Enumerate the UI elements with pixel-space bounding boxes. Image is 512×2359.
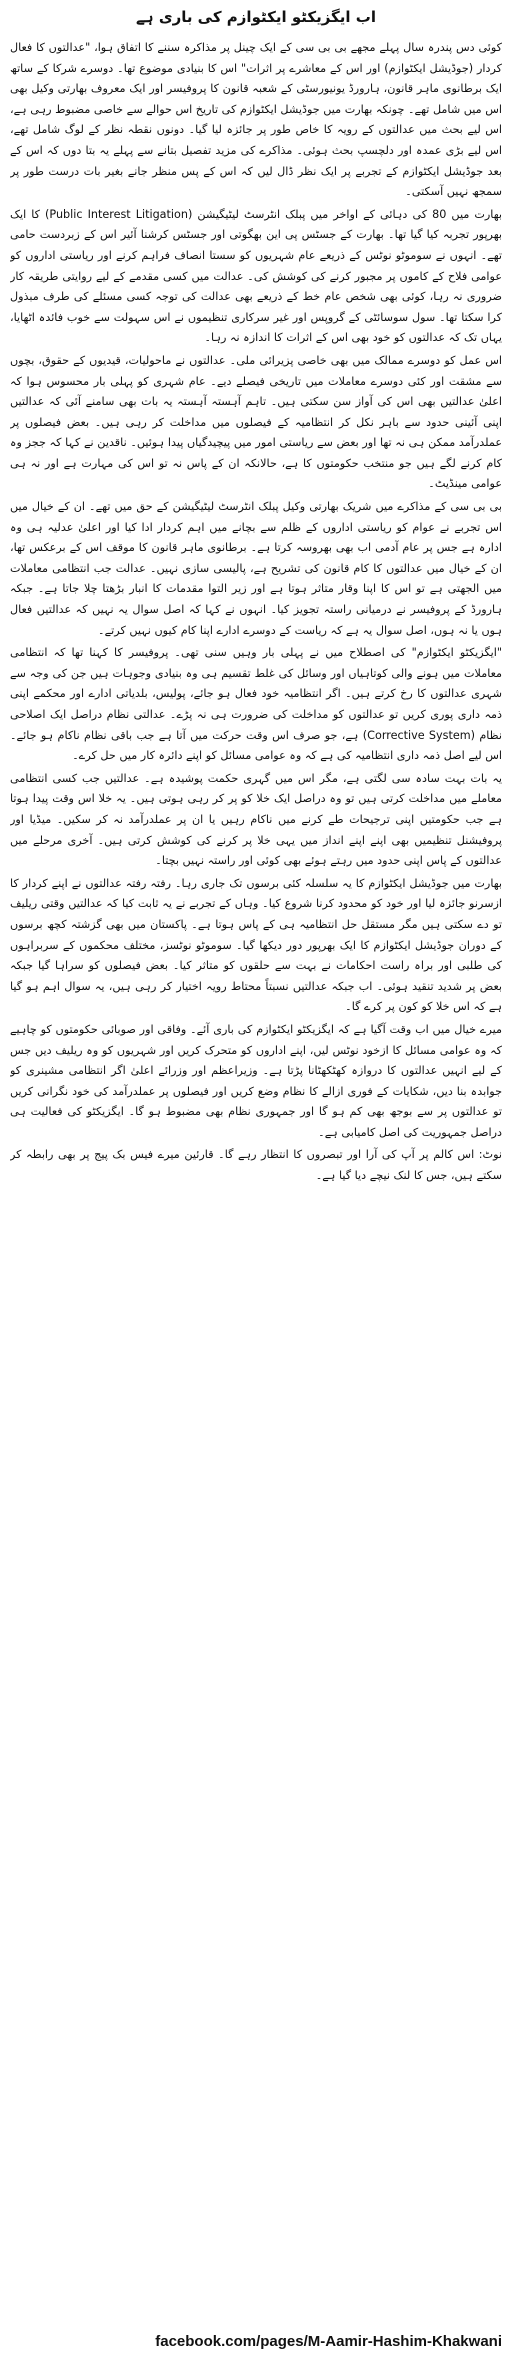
paragraph: بھارت میں جوڈیشل ایکٹوازم کا یہ سلسلہ کئی برسوں تک جاری رہا۔ رفتہ رفتہ عدالتوں نے اپنے کردار کا ازسرنو جائزہ لیا اور خود کو محدود کرنا شروع کیا۔ وہاں کے تجربے نے یہ ثابت کیا کہ عدالتیں وقتی ریلیف تو دے سکتی ہیں مگر مستقل حل انتظامیہ ہی کے پاس ہوتا ہے۔ پاکستان میں بھی گزشتہ کچھ برسوں کے دوران جوڈیشل ایکٹوازم کا ایک بھرپور دور دیکھا گیا۔ سوموٹو نوٹسز، مختلف محکموں کے سربراہوں کی طلبی اور براہ راست احکامات نے بہت سے حلقوں کو متاثر کیا۔ بعض فیصلوں کو سراہا گیا جبکہ بعض پر شدید تنقید ہوئی۔ اب جبکہ عدالتیں نسبتاً محتاط رویہ اختیار کر رہی ہیں، یہ سوال اہم ہو گیا ہے کہ اس خلا کو کون پر کرے گا۔: [10, 876, 502, 1014]
paragraph: "ایگزیکٹو ایکٹوازم" کی اصطلاح میں نے پہلی بار وہیں سنی تھی۔ پروفیسر کا کہنا تھا کہ انتظامی معاملات میں ہونے والی کوتاہیاں اور وسائل کی غلط تقسیم ہی وہ بنیادی وجوہات ہیں جن کی وجہ سے شہری عدالتوں کا رخ کرتے ہیں۔ اگر انتظامیہ خود فعال ہو جائے، پولیس، بلدیاتی ادارے اور محکمے اپنی ذمہ داری پوری کریں تو عدالتوں کو مداخلت کی ضرورت ہی نہ پڑے۔ عدالتی نظام دراصل ایک اصلاحی نظام (Corrective System) ہے، جو صرف اس وقت حرکت میں آتا ہے جب باقی نظام ناکام ہو جائے۔ اس لیے اصل ذمہ داری انتظامیہ کی ہے کہ وہ عوامی مسائل کو اپنے دائرہ کار میں حل کرے۔: [10, 646, 502, 763]
paragraph: اس عمل کو دوسرے ممالک میں بھی خاصی پزیرائی ملی۔ عدالتوں نے ماحولیات، قیدیوں کے حقوق، بچوں سے مشقت اور کئی دوسرے معاملات میں تاریخی فیصلے دیے۔ عام شہری کو پہلی بار محسوس ہوا کہ اعلیٰ عدالتیں بھی اس کی آواز سن سکتی ہیں۔ تاہم آہستہ آہستہ یہ بات بھی سامنے آئی کہ عدالتیں اپنی آئینی حدود سے باہر نکل کر انتظامیہ کے فیصلوں میں مداخلت کر رہی ہیں۔ بعض فیصلوں پر عملدرآمد ممکن ہی نہ تھا اور بعض سے ریاستی امور میں پیچیدگیاں پیدا ہوئیں۔ ناقدین نے کہا کہ ججز وہ کام کرنے لگے ہیں جو منتخب حکومتوں کا ہے، حالانکہ ان کے پاس نہ تو اس کی مہارت ہے اور نہ ہی عوامی مینڈیٹ۔: [10, 353, 502, 491]
paragraph: نوٹ: اس کالم پر آپ کی آرا اور تبصروں کا انتظار رہے گا۔ قارئین میرے فیس بک پیج پر بھی رابطہ کر سکتے ہیں، جس کا لنک نیچے دیا گیا ہے۔: [10, 1148, 502, 1183]
paragraph: میرے خیال میں اب وقت آگیا ہے کہ ایگزیکٹو ایکٹوازم کی باری آئے۔ وفاقی اور صوبائی حکومتوں کو چاہیے کہ وہ عوامی مسائل کا ازخود نوٹس لیں، اپنے اداروں کو متحرک کریں اور شہریوں کو وہ ریلیف دیں جس کے لیے انہیں عدالتوں کا دروازہ کھٹکھٹانا پڑتا ہے۔ وزیراعظم اور وزرائے اعلیٰ اگر انتظامی مشینری کو جوابدہ بنا دیں، شکایات کے فوری ازالے کا نظام وضع کریں اور فیصلوں پر عملدرآمد کی خود نگرانی کریں تو عدالتوں پر سے بوجھ بھی کم ہو گا اور جمہوری نظام بھی مضبوط ہو گا۔ ایگزیکٹو کی فعالیت ہی دراصل جمہوریت کی اصل کامیابی ہے۔: [10, 1022, 502, 1139]
facebook-page-link[interactable]: facebook.com/pages/M-Aamir-Hashim-Khakwani: [155, 2333, 502, 2350]
paragraph: بھارت میں 80 کی دہائی کے اواخر میں پبلک انٹرسٹ لیٹیگیشن (Public Interest Litigation) کا ایک بھرپور تجربہ کیا گیا تھا۔ بھارت کے جسٹس پی این بھگوتی اور جسٹس کرشنا آئیر اس کے زبردست حامی تھے۔ انہوں نے سوموٹو نوٹس کے ذریعے عام شہریوں کو سستا انصاف فراہم کرنے اور ریاستی اداروں کو عوامی فلاح کے کاموں پر مجبور کرنے کی کوشش کی۔ عدالت میں کسی مقدمے کے لیے روایتی طریقہ کار ضروری نہ رہا، کوئی بھی شخص عام خط کے ذریعے بھی عدالت کی توجہ کسی مسئلے کی طرف مبذول کرا سکتا تھا۔ سول سوسائٹی کے گروپس اور غیر سرکاری تنظیموں نے اس سہولت سے خوب فائدہ اٹھایا، یہاں تک کہ عدالتوں کو خود بھی اس کے اثرات کا اندازہ نہ رہا۔: [10, 207, 502, 345]
column-body: [10, 38, 502, 2318]
paragraph: یہ بات بہت سادہ سی لگتی ہے، مگر اس میں گہری حکمت پوشیدہ ہے۔ عدالتیں جب کسی انتظامی معاملے میں مداخلت کرتی ہیں تو وہ دراصل ایک خلا کو پر کر رہی ہوتی ہیں۔ یہ خلا اس وقت پیدا ہوتا ہے جب حکومتیں اپنی ترجیحات طے کرنے میں ناکام رہیں یا ان پر عملدرآمد نہ کر سکیں۔ میڈیا اور پروفیشنل تنظیمیں بھی اپنے اپنے انداز میں یہی خلا پر کرنے کی کوشش کرتی ہیں۔ آخری مرحلے میں عدالتوں کے پاس اپنی حدود میں رہتے ہوئے بھی کوئی اور راستہ نہیں بچتا۔: [10, 771, 502, 868]
column-headline: اب ایگزیکٹو ایکٹوازم کی باری ہے: [136, 8, 376, 26]
paragraph: کوئی دس پندرہ سال پہلے مجھے بی بی سی کے ایک چینل پر مذاکرہ سننے کا اتفاق ہوا، "عدالتوں کا فعال کردار (جوڈیشل ایکٹوازم) اور اس کے معاشرے پر اثرات" اس کا بنیادی موضوع تھا۔ دوسرے شرکا کے ساتھ ایک برطانوی ماہر قانون، ہارورڈ یونیورسٹی کے شعبہ قانون کا پروفیسر اور ایک معروف بھارتی وکیل بھی اس میں شامل تھے۔ چونکہ بھارت میں جوڈیشل ایکٹوازم کی تاریخ اس حوالے سے خاصی مضبوط رہی ہے، اس لیے بحث میں عدالتوں کے رویہ کا خاص طور پر جائزہ لیا گیا۔ دونوں نقطہ نظر کے لوگ شامل تھے، اس لیے بڑی عمدہ اور دلچسپ بحث ہوئی۔ مذاکرے کی مزید تفصیل بتانے سے پہلے یہ بتا دوں کہ اس کے بعد جوڈیشل ایکٹوازم کے تجربے پر ایک نظر ڈال لیں کہ اس کے پس منظر جانے بغیر بات درست طور پر سمجھ نہیں آسکتی۔: [10, 41, 502, 199]
paragraph: بی بی سی کے مذاکرے میں شریک بھارتی وکیل پبلک انٹرسٹ لیٹیگیشن کے حق میں تھے۔ ان کے خیال میں اس تجربے نے عوام کو ریاستی اداروں کے ظلم سے بچانے میں اہم کردار ادا کیا اور اعلیٰ عدلیہ ہی وہ ادارہ ہے جس پر عام آدمی اب بھی بھروسہ کرتا ہے۔ برطانوی ماہر قانون کا موقف اس کے برعکس تھا، ان کے خیال میں عدالتوں کا کام قانون کی تشریح ہے، پالیسی سازی نہیں۔ عدالت جب انتظامی معاملات میں الجھتی ہے تو اس کا اپنا وقار متاثر ہوتا ہے اور زیر التوا مقدمات کا انبار بڑھتا چلا جاتا ہے۔ جبکہ ہارورڈ کے پروفیسر نے درمیانی راستہ تجویز کیا۔ انہوں نے کہا کہ اصل سوال یہ نہیں کہ عدالتیں فعال ہوں یا نہ ہوں، اصل سوال یہ ہے کہ ریاست کے دوسرے ادارے اپنا کام کیوں نہیں کرتے۔: [10, 500, 502, 637]
